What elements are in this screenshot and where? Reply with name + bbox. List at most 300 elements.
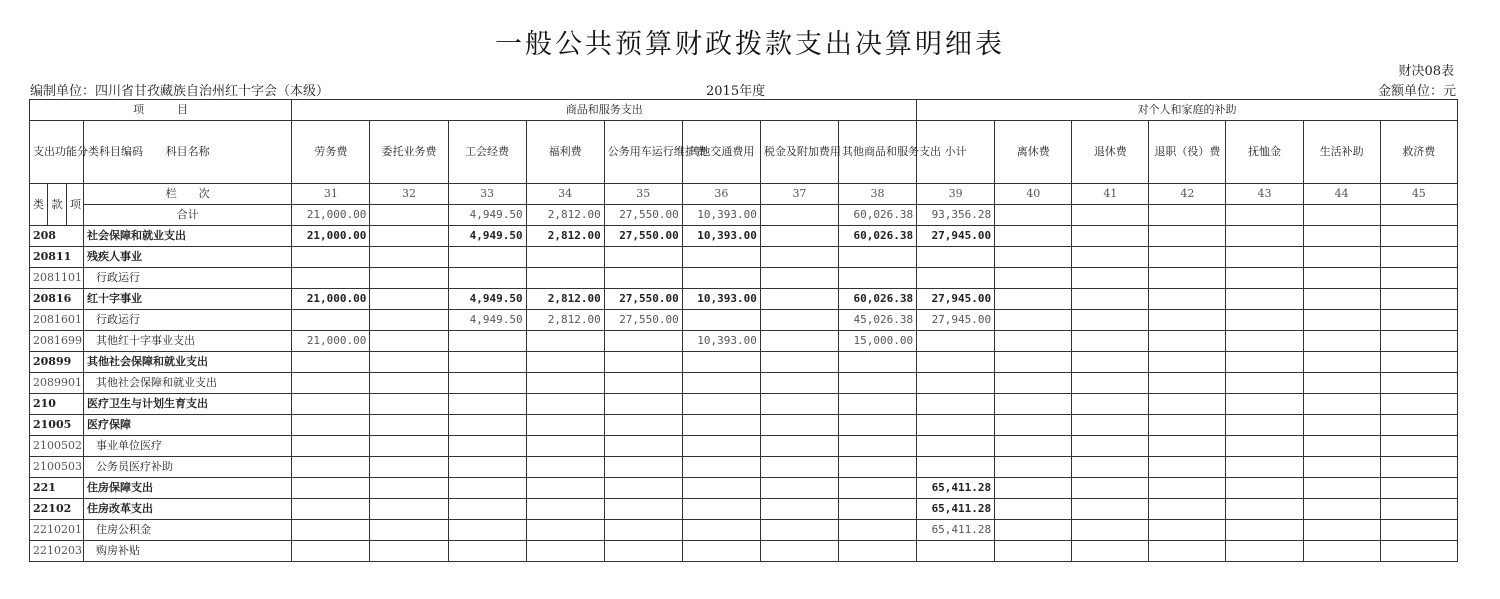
row-cell: [1380, 499, 1457, 520]
col-number: 45: [1380, 184, 1457, 205]
row-cell: [1303, 520, 1380, 541]
row-name: 住房公积金: [84, 520, 292, 541]
row-cell: [995, 520, 1072, 541]
row-cell: [760, 520, 838, 541]
row-cell: [1072, 373, 1149, 394]
row-cell: [526, 541, 604, 562]
row-cell: [1226, 394, 1303, 415]
row-cell: [370, 373, 448, 394]
row-cell: [682, 478, 760, 499]
header-row-groups: [30, 100, 1458, 121]
row-cell: [1072, 478, 1149, 499]
row-cell: [370, 541, 448, 562]
col-header: 退休费: [1072, 121, 1149, 184]
row-code: 20899: [30, 352, 84, 373]
row-cell: [682, 373, 760, 394]
row-cell: [995, 478, 1072, 499]
row-cell: [995, 436, 1072, 457]
row-cell: [682, 541, 760, 562]
name-label: 科目名称: [84, 121, 292, 184]
row-cell: [917, 415, 995, 436]
column-number-row: [30, 184, 1458, 205]
row-cell: 10,393.00: [682, 331, 760, 352]
row-cell: [604, 247, 682, 268]
total-cell: [1072, 205, 1149, 226]
row-code: 21005: [30, 415, 84, 436]
row-cell: [292, 415, 370, 436]
row-cell: [682, 457, 760, 478]
row-name: 购房补贴: [84, 541, 292, 562]
table-row: [30, 289, 1458, 310]
row-cell: 60,026.38: [838, 226, 916, 247]
row-cell: [526, 478, 604, 499]
row-cell: [682, 352, 760, 373]
col-header: 其他商品和服务支出: [838, 121, 916, 184]
col-header: 其他交通费用: [682, 121, 760, 184]
row-cell: [370, 436, 448, 457]
row-cell: [526, 268, 604, 289]
row-code: 2100502: [30, 436, 84, 457]
row-cell: 2,812.00: [526, 226, 604, 247]
total-label: 合计: [84, 205, 292, 226]
row-cell: [1072, 247, 1149, 268]
row-cell: [1149, 520, 1226, 541]
row-cell: [292, 478, 370, 499]
form-number: 财决08表: [1398, 64, 1454, 79]
lei-label: 类: [30, 184, 48, 226]
row-cell: [1380, 268, 1457, 289]
table-row: [30, 415, 1458, 436]
money-unit: 金额单位：元: [1377, 84, 1456, 99]
row-cell: [1303, 499, 1380, 520]
row-cell: [838, 247, 916, 268]
row-cell: [292, 373, 370, 394]
row-cell: [1380, 541, 1457, 562]
row-cell: [1303, 268, 1380, 289]
personal-subsidy-header: 对个人和家庭的补助: [917, 100, 1458, 121]
row-cell: [1380, 247, 1457, 268]
row-cell: [1149, 289, 1226, 310]
row-cell: [1072, 415, 1149, 436]
row-cell: [370, 457, 448, 478]
row-cell: [682, 436, 760, 457]
row-cell: [995, 226, 1072, 247]
row-cell: [448, 436, 526, 457]
row-cell: [1149, 436, 1226, 457]
row-cell: [1149, 268, 1226, 289]
row-cell: [838, 436, 916, 457]
table-row: [30, 478, 1458, 499]
row-code: 20816: [30, 289, 84, 310]
row-cell: [1149, 541, 1226, 562]
row-cell: [760, 457, 838, 478]
col-number: 44: [1303, 184, 1380, 205]
row-cell: [448, 373, 526, 394]
row-cell: [370, 415, 448, 436]
total-cell: [370, 205, 448, 226]
header-row-columns: [30, 121, 1458, 184]
lan-label: 栏 次: [84, 184, 292, 205]
row-cell: [917, 457, 995, 478]
col-number: 38: [838, 184, 916, 205]
row-cell: [604, 436, 682, 457]
col-header: 离休费: [995, 121, 1072, 184]
row-cell: [1149, 226, 1226, 247]
row-name: 其他社会保障和就业支出: [84, 373, 292, 394]
row-cell: [1380, 289, 1457, 310]
row-cell: [370, 499, 448, 520]
row-cell: [1072, 226, 1149, 247]
row-cell: [1226, 331, 1303, 352]
row-cell: [526, 520, 604, 541]
row-cell: [1226, 499, 1303, 520]
row-cell: [760, 373, 838, 394]
total-cell: [1226, 205, 1303, 226]
row-cell: [292, 352, 370, 373]
col-header: 抚恤金: [1226, 121, 1303, 184]
row-cell: [760, 478, 838, 499]
row-cell: [917, 352, 995, 373]
row-cell: 4,949.50: [448, 289, 526, 310]
row-cell: [838, 394, 916, 415]
row-cell: [292, 268, 370, 289]
row-cell: [1226, 373, 1303, 394]
row-cell: [1380, 436, 1457, 457]
col-header: 救济费: [1380, 121, 1457, 184]
col-number: 34: [526, 184, 604, 205]
row-cell: [604, 352, 682, 373]
row-cell: [917, 541, 995, 562]
table-row: [30, 352, 1458, 373]
row-cell: [1226, 457, 1303, 478]
row-cell: [995, 310, 1072, 331]
row-cell: [292, 394, 370, 415]
table-row: [30, 394, 1458, 415]
total-cell: 4,949.50: [448, 205, 526, 226]
goods-services-header: 商品和服务支出: [292, 100, 917, 121]
row-cell: [526, 436, 604, 457]
col-header: 小计: [917, 121, 995, 184]
row-cell: [995, 331, 1072, 352]
row-cell: [370, 331, 448, 352]
row-code: 20811: [30, 247, 84, 268]
total-cell: [760, 205, 838, 226]
row-cell: [1380, 457, 1457, 478]
row-cell: [1303, 373, 1380, 394]
page-title: 一般公共预算财政拨款支出决算明细表: [495, 29, 1005, 60]
col-number: 37: [760, 184, 838, 205]
row-cell: 21,000.00: [292, 331, 370, 352]
row-cell: [448, 478, 526, 499]
row-cell: 4,949.50: [448, 310, 526, 331]
row-cell: 27,945.00: [917, 289, 995, 310]
row-cell: [526, 352, 604, 373]
row-cell: [1149, 352, 1226, 373]
row-code: 2210201: [30, 520, 84, 541]
row-cell: [760, 310, 838, 331]
row-cell: [760, 226, 838, 247]
row-cell: [995, 289, 1072, 310]
row-cell: [1072, 499, 1149, 520]
row-cell: [370, 289, 448, 310]
row-cell: [682, 268, 760, 289]
row-name: 红十字事业: [84, 289, 292, 310]
row-code: 2210203: [30, 541, 84, 562]
table-row: [30, 499, 1458, 520]
row-cell: [604, 541, 682, 562]
row-cell: [1226, 226, 1303, 247]
row-cell: [292, 457, 370, 478]
row-code: 2100503: [30, 457, 84, 478]
row-cell: [682, 415, 760, 436]
row-cell: [604, 394, 682, 415]
row-cell: [1149, 331, 1226, 352]
row-name: 住房保障支出: [84, 478, 292, 499]
row-cell: [1303, 289, 1380, 310]
row-cell: 10,393.00: [682, 289, 760, 310]
row-cell: [604, 415, 682, 436]
row-cell: [1072, 331, 1149, 352]
row-name: 其他红十字事业支出: [84, 331, 292, 352]
row-cell: [1303, 436, 1380, 457]
total-cell: 27,550.00: [604, 205, 682, 226]
row-code: 210: [30, 394, 84, 415]
total-cell: [995, 205, 1072, 226]
row-cell: [292, 541, 370, 562]
row-cell: [1072, 394, 1149, 415]
row-cell: [1226, 247, 1303, 268]
row-cell: [838, 268, 916, 289]
total-cell: 93,356.28: [917, 205, 995, 226]
row-code: 2089901: [30, 373, 84, 394]
total-cell: 10,393.00: [682, 205, 760, 226]
total-cell: 60,026.38: [838, 205, 916, 226]
col-header: 生活补助: [1303, 121, 1380, 184]
row-cell: [1149, 394, 1226, 415]
row-cell: [917, 436, 995, 457]
row-cell: 65,411.28: [917, 499, 995, 520]
row-name: 社会保障和就业支出: [84, 226, 292, 247]
row-cell: [1303, 457, 1380, 478]
row-cell: 27,945.00: [917, 226, 995, 247]
col-header: 税金及附加费用: [760, 121, 838, 184]
col-number: 31: [292, 184, 370, 205]
row-name: 其他社会保障和就业支出: [84, 352, 292, 373]
total-row: [30, 205, 1458, 226]
row-name: 医疗保障: [84, 415, 292, 436]
row-cell: [1226, 436, 1303, 457]
row-cell: [1072, 310, 1149, 331]
row-cell: [604, 499, 682, 520]
table-row: [30, 310, 1458, 331]
row-cell: [682, 247, 760, 268]
row-cell: [526, 457, 604, 478]
row-cell: [682, 499, 760, 520]
row-cell: [526, 373, 604, 394]
row-cell: [370, 310, 448, 331]
row-cell: [838, 457, 916, 478]
col-number: 40: [995, 184, 1072, 205]
code-label: 支出功能分类科目编码: [30, 121, 84, 184]
row-cell: [292, 499, 370, 520]
total-cell: 21,000.00: [292, 205, 370, 226]
row-cell: [448, 268, 526, 289]
table-row: [30, 436, 1458, 457]
row-code: 208: [30, 226, 84, 247]
col-header: 工会经费: [448, 121, 526, 184]
row-cell: [917, 247, 995, 268]
row-cell: [1380, 373, 1457, 394]
table-row: [30, 226, 1458, 247]
total-cell: [1380, 205, 1457, 226]
col-header: 劳务费: [292, 121, 370, 184]
row-cell: [1226, 310, 1303, 331]
row-cell: [604, 457, 682, 478]
row-cell: [760, 394, 838, 415]
row-cell: [448, 331, 526, 352]
row-cell: [448, 457, 526, 478]
table-row: [30, 331, 1458, 352]
row-name: 行政运行: [84, 268, 292, 289]
row-cell: [1303, 352, 1380, 373]
row-cell: [1303, 394, 1380, 415]
row-cell: [760, 415, 838, 436]
row-cell: [1303, 310, 1380, 331]
row-cell: [1149, 457, 1226, 478]
table-row: [30, 541, 1458, 562]
row-cell: [1380, 520, 1457, 541]
project-header: 项 目: [30, 100, 292, 121]
row-cell: 21,000.00: [292, 289, 370, 310]
row-cell: [1303, 247, 1380, 268]
row-code: 22102: [30, 499, 84, 520]
row-cell: [1072, 436, 1149, 457]
row-name: 事业单位医疗: [84, 436, 292, 457]
row-cell: [1149, 310, 1226, 331]
row-cell: [1380, 352, 1457, 373]
xiang-label: 项: [67, 184, 84, 226]
row-cell: [1226, 289, 1303, 310]
row-cell: [917, 331, 995, 352]
row-cell: 2,812.00: [526, 310, 604, 331]
row-cell: [682, 394, 760, 415]
row-cell: [682, 520, 760, 541]
row-cell: [838, 541, 916, 562]
row-cell: [1303, 478, 1380, 499]
row-cell: 4,949.50: [448, 226, 526, 247]
row-cell: [917, 394, 995, 415]
row-cell: [1149, 478, 1226, 499]
row-cell: [1226, 541, 1303, 562]
row-cell: [995, 247, 1072, 268]
row-cell: [1380, 226, 1457, 247]
row-cell: 27,945.00: [917, 310, 995, 331]
total-cell: [1149, 205, 1226, 226]
row-cell: 65,411.28: [917, 520, 995, 541]
row-cell: [760, 268, 838, 289]
row-cell: [1149, 415, 1226, 436]
row-code: 2081601: [30, 310, 84, 331]
row-name: 医疗卫生与计划生育支出: [84, 394, 292, 415]
row-cell: [995, 415, 1072, 436]
row-cell: [995, 268, 1072, 289]
row-name: 住房改革支出: [84, 499, 292, 520]
row-cell: [760, 289, 838, 310]
row-cell: [838, 478, 916, 499]
row-cell: 21,000.00: [292, 226, 370, 247]
row-cell: [995, 499, 1072, 520]
row-cell: [292, 310, 370, 331]
table-row: [30, 268, 1458, 289]
row-cell: [682, 310, 760, 331]
row-cell: [838, 352, 916, 373]
total-cell: [1303, 205, 1380, 226]
total-cell: 2,812.00: [526, 205, 604, 226]
row-cell: [1380, 478, 1457, 499]
row-cell: [1303, 415, 1380, 436]
table-row: [30, 520, 1458, 541]
col-header: 福利费: [526, 121, 604, 184]
row-cell: [995, 457, 1072, 478]
col-number: 41: [1072, 184, 1149, 205]
row-cell: 27,550.00: [604, 226, 682, 247]
row-cell: [448, 415, 526, 436]
row-cell: 65,411.28: [917, 478, 995, 499]
row-cell: [1303, 226, 1380, 247]
table-row: [30, 457, 1458, 478]
row-cell: [448, 541, 526, 562]
row-cell: [995, 352, 1072, 373]
row-cell: 10,393.00: [682, 226, 760, 247]
row-cell: [1380, 331, 1457, 352]
col-header: 委托业务费: [370, 121, 448, 184]
row-cell: [370, 352, 448, 373]
row-cell: [292, 520, 370, 541]
row-cell: [995, 541, 1072, 562]
row-cell: [1149, 247, 1226, 268]
row-cell: [526, 247, 604, 268]
row-cell: [1380, 415, 1457, 436]
row-cell: [370, 226, 448, 247]
row-cell: [448, 352, 526, 373]
col-number: 42: [1149, 184, 1226, 205]
row-cell: [1072, 520, 1149, 541]
row-code: 221: [30, 478, 84, 499]
fiscal-year: 2015年度: [706, 84, 766, 99]
row-cell: [1072, 289, 1149, 310]
row-cell: [604, 268, 682, 289]
row-cell: [995, 394, 1072, 415]
row-cell: [995, 373, 1072, 394]
row-cell: [1226, 415, 1303, 436]
kuan-label: 款: [48, 184, 67, 226]
row-code: 2081699: [30, 331, 84, 352]
row-code: 2081101: [30, 268, 84, 289]
row-cell: [1072, 541, 1149, 562]
row-cell: [838, 520, 916, 541]
col-number: 36: [682, 184, 760, 205]
row-cell: [526, 331, 604, 352]
row-cell: [1226, 520, 1303, 541]
row-cell: [1149, 499, 1226, 520]
row-cell: [526, 394, 604, 415]
row-cell: [760, 499, 838, 520]
col-number: 43: [1226, 184, 1303, 205]
row-cell: 27,550.00: [604, 310, 682, 331]
row-cell: 27,550.00: [604, 289, 682, 310]
row-cell: [370, 268, 448, 289]
row-cell: [526, 499, 604, 520]
